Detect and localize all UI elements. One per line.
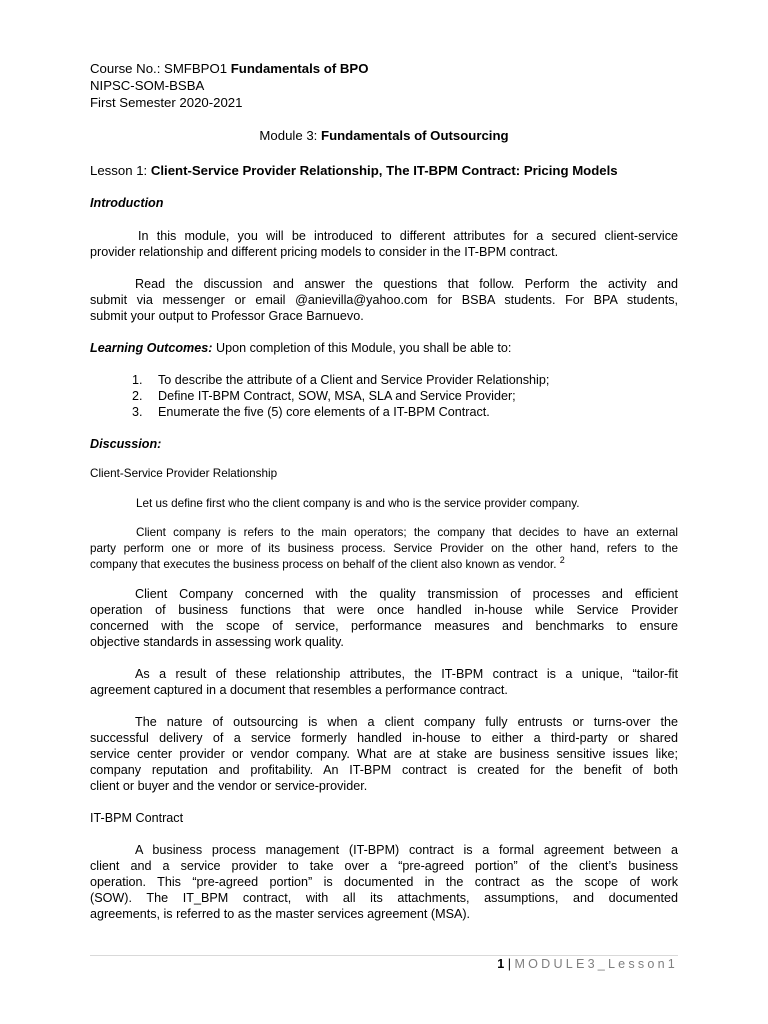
itbpm-heading: IT-BPM Contract [90, 811, 184, 825]
text-line: The nature of outsourcing is when a client company fully entrusts or turns-over the [135, 715, 678, 729]
outcome-number: 2. [132, 389, 143, 403]
intro-paragraph-2 [90, 276, 678, 324]
text-line: Client company is refers to the main operators; the company that decides to have an external [136, 526, 678, 539]
semester: First Semester 2020-2021 [90, 95, 243, 110]
discussion-paragraph-3 [90, 586, 678, 650]
text-line: party perform one or more of its business process. Service Provider on the other hand, refers to the [90, 542, 678, 555]
text-line: client or buyer and the vendor or service-provider. [90, 779, 368, 793]
footer-separator: | [504, 957, 515, 971]
department: NIPSC-SOM-BSBA [90, 78, 205, 93]
text-line: objective standards in assessing work quality. [90, 635, 344, 649]
text-line [90, 557, 678, 573]
outcome-number: 1. [132, 373, 143, 387]
discussion-subheading: Client-Service Provider Relationship [90, 467, 278, 480]
course-title: Fundamentals of BPO [230, 61, 369, 76]
discussion-paragraph-1: Let us define first who the client company is and who is the service provider company. [136, 497, 580, 510]
introduction-heading [90, 195, 678, 211]
lesson-name: Client-Service Provider Relationship, The IT-BPM Contract: Pricing Models [150, 163, 618, 178]
footer-divider [90, 955, 678, 956]
footnote-reference: 2 [559, 555, 565, 566]
text-line: A business process management (IT-BPM) contract is a formal agreement between a [135, 843, 678, 857]
text-line: agreement captured in a document that resembles a performance contract. [90, 683, 508, 697]
outcome-text: Define IT-BPM Contract, SOW, MSA, SLA and Service Provider; [158, 389, 516, 403]
text-line: (SOW). The IT_BPM contract, with all its attachments, assumptions, and documented [90, 891, 678, 905]
text-line: provider relationship and different pricing models to consider in the IT-BPM contract. [90, 245, 559, 259]
outcome-text: Enumerate the five (5) core elements of a IT-BPM Contract. [158, 405, 490, 419]
learning-outcomes-label: Learning Outcomes: [90, 341, 213, 355]
page-number: 1 [497, 957, 505, 971]
discussion-paragraph-4 [90, 666, 678, 698]
discussion-heading-text: Discussion: [90, 437, 162, 451]
text-line: submit via messenger or email @anievilla@yahoo.com for BSBA students. For BPA students, [90, 293, 678, 307]
text-line: Client Company concerned with the quality transmission of processes and efficient [135, 587, 678, 601]
learning-outcomes-text: Upon completion of this Module, you shall be able to: [212, 341, 512, 355]
text-line-content: company that executes the business process on behalf of the client also known as vendor. [90, 558, 560, 571]
page-footer [497, 957, 678, 971]
text-line: client and a service provider to take over a “pre-agreed portion” of the client’s business [90, 859, 678, 873]
text-line: concerned with the scope of service, performance measures and benchmarks to ensure [90, 619, 678, 633]
text-line: operation of business functions that were once handled in-house while Service Provider [90, 603, 678, 617]
text-line: Read the discussion and answer the questions that follow. Perform the activity and [135, 277, 678, 291]
intro-paragraph-1 [90, 228, 678, 260]
text-line: submit your output to Professor Grace Barnuevo. [90, 309, 364, 323]
introduction-heading-text: Introduction [90, 196, 164, 210]
footer-label: MODULE3_Lesson1 [514, 957, 678, 971]
lesson-prefix: Lesson 1: [90, 163, 151, 178]
learning-outcomes-intro [90, 340, 678, 356]
discussion-heading [90, 436, 678, 452]
module-title [0, 127, 768, 144]
text-line: operation. This “pre-agreed portion” is documented in the contract as the scope of work [90, 875, 678, 889]
discussion-paragraph-2 [90, 525, 678, 573]
text-line: successful delivery of a service formerly handled in-house to either a third-party or shared [90, 731, 678, 745]
text-line: agreements, is referred to as the master services agreement (MSA). [90, 907, 471, 921]
outcome-text: To describe the attribute of a Client and Service Provider Relationship; [158, 373, 550, 387]
text-line: In this module, you will be introduced to different attributes for a secured client-service [138, 229, 678, 243]
outcome-number: 3. [132, 405, 143, 419]
text-line: service center provider or vendor company. What are at stake are business sensitive issues like; [90, 747, 678, 761]
module-prefix: Module 3: [259, 128, 322, 143]
itbpm-paragraph-1 [90, 842, 678, 922]
lesson-title [90, 162, 690, 179]
course-line [90, 60, 678, 77]
text-line: company reputation and profitability. An IT-BPM contract is created for the benefit of both [90, 763, 678, 777]
module-name: Fundamentals of Outsourcing [321, 128, 509, 143]
course-prefix: Course No.: SMFBPO1 [90, 61, 231, 76]
discussion-paragraph-5 [90, 714, 678, 794]
text-line: As a result of these relationship attributes, the IT-BPM contract is a unique, “tailor-fit [135, 667, 678, 681]
